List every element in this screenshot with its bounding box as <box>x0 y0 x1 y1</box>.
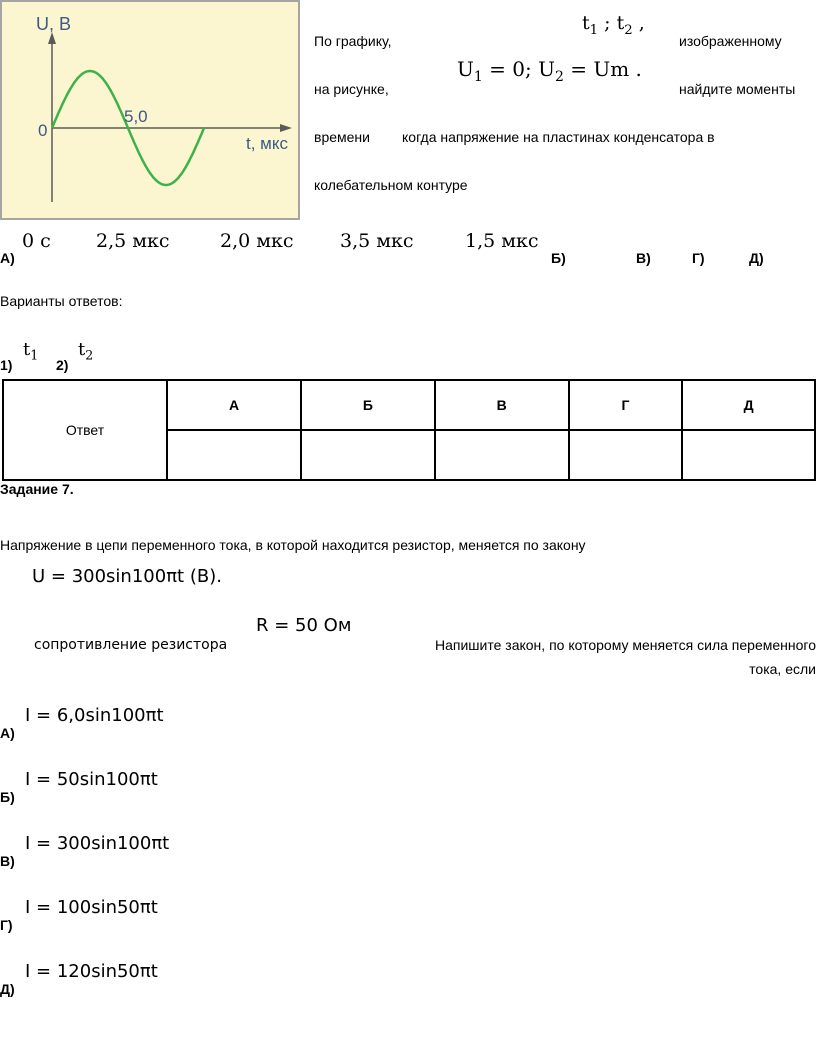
text-kontur: колебательном контуре <box>314 177 468 193</box>
answer-table <box>2 379 816 481</box>
value-0: 0 с <box>22 230 51 252</box>
variants-label: Варианты ответов: <box>0 293 123 309</box>
task7-formula-r: R = 50 Ом <box>256 615 352 636</box>
variant-2-formula: $t_2$ <box>78 339 94 363</box>
task7-option-g-formula: I = 100sin50πt <box>25 897 158 918</box>
value-1: 2,5 мкс <box>96 230 170 252</box>
letter-v: В) <box>636 250 651 266</box>
answer-cell-a[interactable] <box>167 430 301 480</box>
task7-option-d-formula: I = 120sin50πt <box>25 961 158 982</box>
value-3: 3,5 мкс <box>340 230 414 252</box>
answer-col-v: В <box>435 380 569 430</box>
value-4: 1,5 мкс <box>465 230 539 252</box>
variant-2-number: 2) <box>56 357 69 373</box>
graph-canvas <box>2 2 298 218</box>
task7-intro: Напряжение в цепи переменного тока, в которой находится резистор, меняется по закону <box>0 537 586 553</box>
answer-cell-d[interactable] <box>682 430 815 480</box>
task7-resistor-label: сопротивление резистора <box>34 637 228 653</box>
oscillation-graph <box>0 0 300 220</box>
formula-t1-t2: $t_1$ ; $t_2$ , <box>582 12 645 38</box>
answer-col-g: Г <box>569 380 682 430</box>
letter-b: Б) <box>551 250 566 266</box>
text-naydite: найдите моменты <box>679 81 796 97</box>
origin-label: 0 <box>38 121 48 140</box>
task7-question-line1: Напишите закон, по которому меняется сила переменного <box>435 637 816 653</box>
variant-1-number: 1) <box>0 357 13 373</box>
value-2: 2,0 мкс <box>220 230 294 252</box>
letter-a: А) <box>0 250 15 266</box>
y-axis-label: U, В <box>36 14 72 34</box>
task7-question-line2: тока, если <box>749 661 816 677</box>
letter-g: Г) <box>692 250 705 266</box>
answer-row-label: Ответ <box>3 380 167 480</box>
answer-cell-v[interactable] <box>435 430 569 480</box>
tick-label: 5,0 <box>124 107 148 126</box>
x-axis-arrow <box>280 124 292 132</box>
answer-cell-b[interactable] <box>301 430 435 480</box>
task7-option-v-formula: I = 300sin100πt <box>25 833 170 854</box>
task7-option-a-letter: А) <box>0 725 15 741</box>
task7-option-g-letter: Г) <box>0 917 13 933</box>
answer-col-d: Д <box>682 380 815 430</box>
task7-option-v-letter: В) <box>0 853 15 869</box>
task7-title: Задание 7. <box>0 481 74 497</box>
text-kogda: когда напряжение на пластинах конденсатора в <box>402 129 715 145</box>
task7-option-d-letter: Д) <box>0 981 15 997</box>
text-na-risunke: на рисунке, <box>314 81 389 97</box>
formula-u1-u2: $U_1 = 0$; $U_2 = Um$ . <box>457 57 642 85</box>
task7-option-b-formula: I = 50sin100πt <box>25 769 158 790</box>
letter-d: Д) <box>749 250 764 266</box>
answer-table-header-row <box>3 380 815 430</box>
answer-col-a: А <box>167 380 301 430</box>
task7-option-a-formula: I = 6,0sin100πt <box>25 705 164 726</box>
task7-option-b-letter: Б) <box>0 789 15 805</box>
x-axis-label: t, мкс <box>246 134 288 153</box>
answer-col-b: Б <box>301 380 435 430</box>
task7-formula-u: U = 300sin100πt (В). <box>32 566 222 587</box>
text-po-grafiku: По графику, <box>314 33 392 49</box>
text-vremeni: времени <box>314 129 370 145</box>
variant-1-formula: $t_1$ <box>23 339 39 363</box>
answer-cell-g[interactable] <box>569 430 682 480</box>
text-izobrazhennomu: изображенному <box>679 33 782 49</box>
